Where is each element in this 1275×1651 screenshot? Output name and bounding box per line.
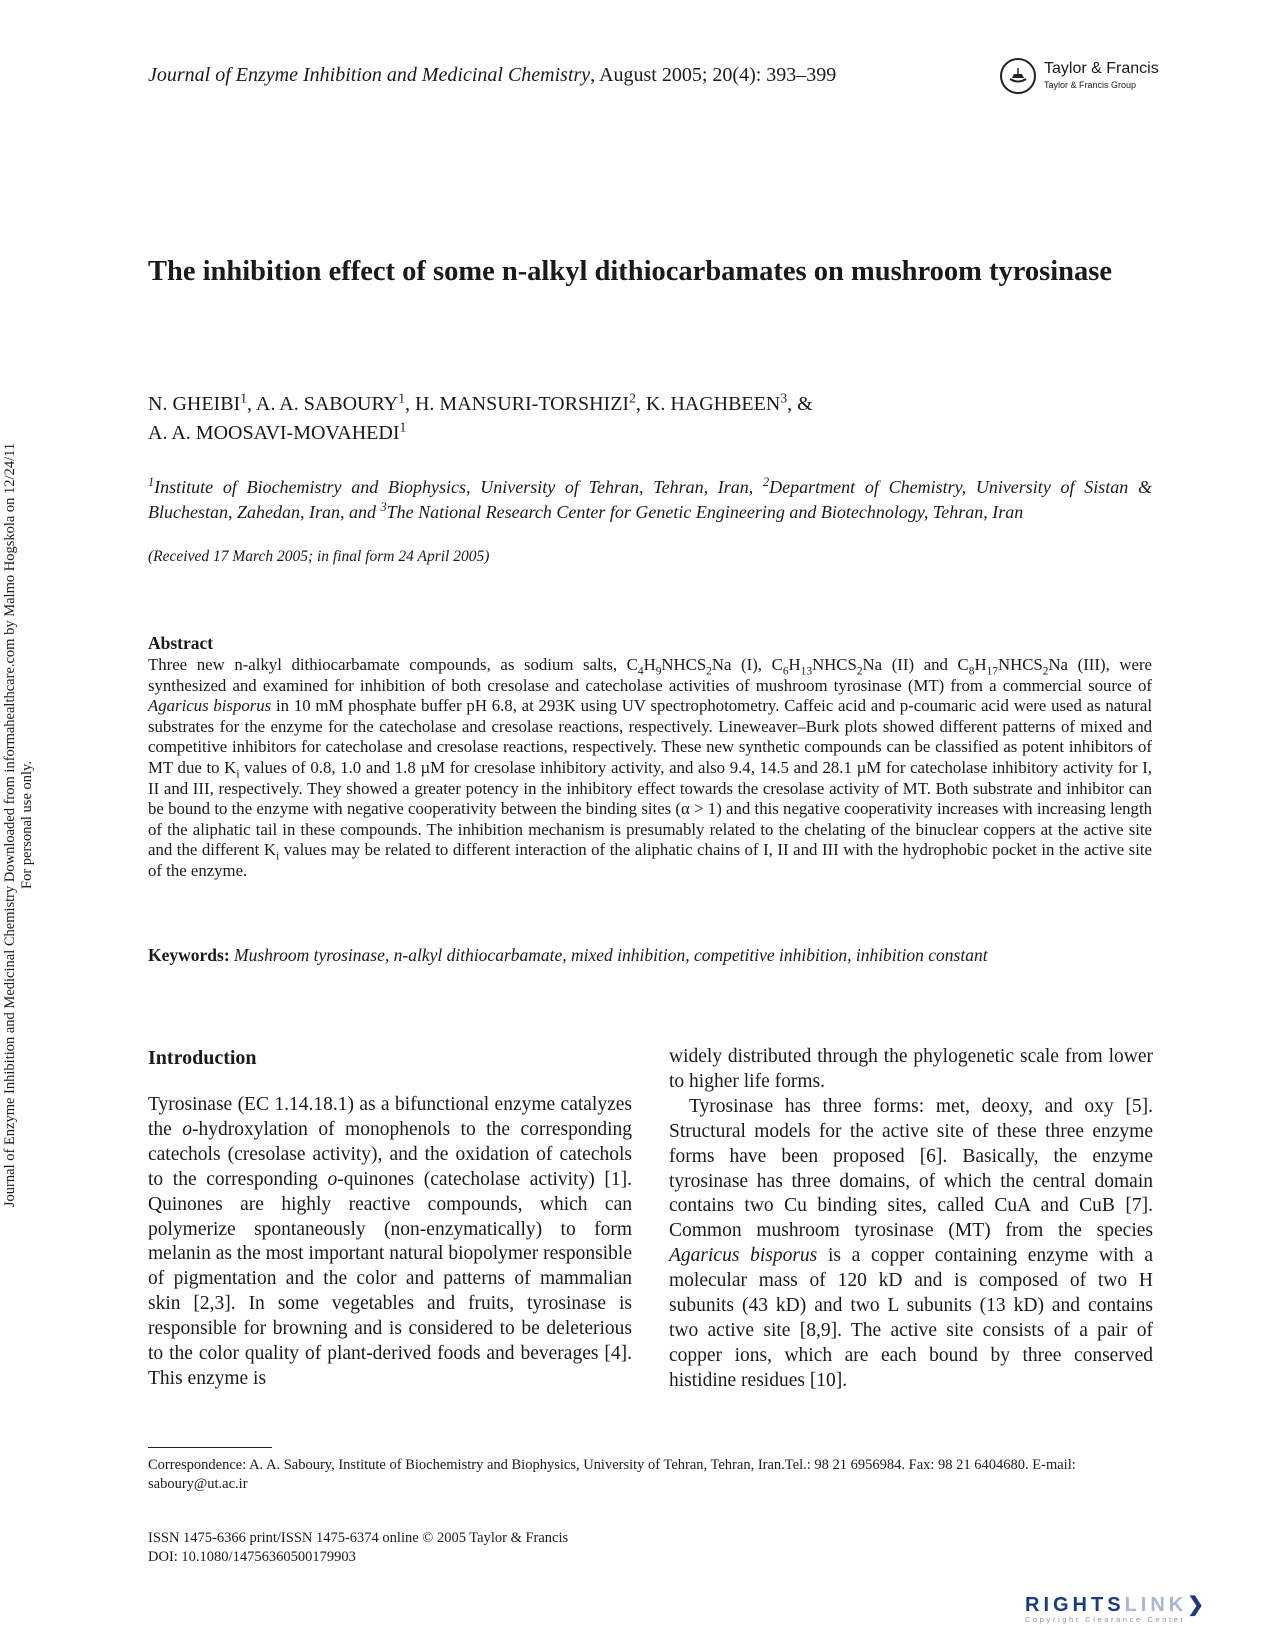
- issn: ISSN 1475-6366 print/ISSN 1475-6374 online © 2005 Taylor & Francis: [148, 1530, 569, 1546]
- received-dates: (Received 17 March 2005; in final form 24 April 2005): [148, 548, 490, 565]
- abstract-heading: Abstract: [148, 633, 214, 653]
- issn-doi: [148, 1529, 568, 1567]
- publisher-emblem-icon: [1000, 58, 1036, 94]
- article-title: The inhibition effect of some n-alkyl dithiocarbamates on mushroom tyrosinase: [148, 256, 1113, 287]
- keywords: [148, 945, 1152, 966]
- paragraph: widely distributed through the phylogenetic scale from lower to higher life forms.: [669, 1046, 1153, 1092]
- keywords-list: Mushroom tyrosinase, n-alkyl dithiocarbamate, mixed inhibition, competitive inhibition, inhibition constant: [234, 945, 988, 965]
- author-list: N. GHEIBI$^1$, A. A. SABOURY$^1$, H. MANSURI-TORSHIZI$^2$, K. HAGHBEEN$^3$, & A. A. MOOSAVI-MOVAHEDI$^1$: [148, 390, 813, 444]
- correspondence-note: Correspondence: A. A. Saboury, Institute of Biochemistry and Biophysics, University of Tehran, Tehran, Iran.Tel.: 98 21 6956984. Fax: 98 21 6404680. E-mail: saboury@ut.ac.ir: [148, 1457, 1076, 1492]
- author: A. A. MOOSAVI-MOVAHEDI$^1$: [148, 419, 407, 444]
- journal-issue: , August 2005; 20(4): 393–399: [590, 64, 837, 86]
- journal-name: Journal of Enzyme Inhibition and Medicinal Chemistry: [148, 64, 591, 86]
- footnote-divider: [148, 1447, 272, 1448]
- paragraph: Tyrosinase has three forms: met, deoxy, and oxy [5]. Structural models for the active site of these three enzyme forms have been proposed [6]. Basically, the enzyme tyrosinase has three domains, of which the central domain contains two Cu binding sites, called CuA and CuB [7]. Common mushroom tyrosinase (MT) from the species Agaricus bisporus is a copper containing enzyme with a molecular mass of 120 kD and is composed of two H subunits (43 kD) and two L subunits (13 kD) and contains two active site [8,9]. The active site consists of a pair of copper ions, which are each bound by three conserved histidine residues [10].: [669, 1095, 1153, 1391]
- publisher-group: Taylor & Francis Group: [1044, 80, 1137, 90]
- watermark-line-2: For personal use only.: [19, 761, 35, 889]
- author: N. GHEIBI$^1$: [148, 390, 248, 415]
- publisher-logo: [1000, 58, 1170, 98]
- rightslink-arrow-icon: ❯: [1187, 1594, 1204, 1616]
- section-heading-introduction: Introduction: [148, 1047, 257, 1069]
- rightslink-wordmark: RIGHTSLINK❯: [1025, 1594, 1204, 1616]
- rightslink-badge[interactable]: [1025, 1592, 1255, 1628]
- body-column-right: [669, 1045, 1153, 1394]
- affiliations: $^1$Institute of Biochemistry and Biophysics, University of Tehran, Tehran, Iran, $^2$Department of Chemistry, University of Sistan & Bluchestan, Zahedan, Iran, and $^3$The National Research Center for Genetic Engineering and Biotechnology, Tehran, Iran: [148, 475, 1152, 522]
- keywords-label: Keywords:: [148, 945, 230, 965]
- download-watermark: [2, 390, 60, 1260]
- body-column-left: Tyrosinase (EC 1.14.18.1) as a bifunctional enzyme catalyzes the o-hydroxylation of monophenols to the corresponding catechols (cresolase activity), and the oxidation of catechols to the corresponding o-quinones (catecholase activity) [1]. Quinones are highly reactive compounds, which can polymerize spontaneously (non-enzymatically) to form melanin as the most important natural biopolymer responsible of pigmentation and the color and patterns of mammalian skin [2,3]. In some vegetables and fruits, tyrosinase is responsible for browning and is considered to be deleterious to the color quality of plant-derived foods and beverages [4]. This enzyme is: [148, 1094, 633, 1389]
- rightslink-tagline: Copyright Clearance Center: [1025, 1615, 1186, 1624]
- journal-citation: [148, 64, 836, 87]
- doi: DOI: 10.1080/14756360500179903: [148, 1549, 356, 1565]
- abstract-text: Three new n-alkyl dithiocarbamate compounds, as sodium salts, $C_4H_9NHCS_2Na$ (I), $C_6H_{13}NHCS_2Na$ (II) and $C_8H_{17}NHCS_2Na$ (III), were synthesized and examined for inhibition of both cresolase and catecholase activities of mushroom tyrosinase (MT) from a commercial source of Agaricus bisporus in 10 mM phosphate buffer pH 6.8, at 293K using UV spectrophotometry. Caffeic acid and p-coumaric acid were used as natural substrates for the enzyme for the catecholase and cresolase reactions, respectively. Lineweaver–Burk plots showed different patterns of mixed and competitive inhibitors for catecholase and cresolase reactions, respectively. These new synthetic compounds can be classified as potent inhibitors of MT due to $K_i$ values of 0.8, 1.0 and 1.8 µM for cresolase inhibitory activity, and also 9.4, 14.5 and 28.1 µM for catecholase inhibitory activity for I, II and III, respectively. They showed a greater potency in the inhibitory effect towards the cresolase activity of MT. Both substrate and inhibitor can be bound to the enzyme with negative cooperativity between the binding sites (α > 1) and this negative cooperativity increases with increasing length of the aliphatic tail in these compounds. The inhibition mechanism is presumably related to the chelating of the binuclear coppers at the active site and the different $K_i$ values may be related to different interaction of the aliphatic chains of I, II and III with the hydrophobic pocket in the active site of the enzyme.: [148, 655, 1152, 880]
- author: A. A. SABOURY$^1$: [255, 390, 405, 415]
- publisher-name: Taylor & Francis: [1044, 60, 1159, 77]
- watermark-line-1: Journal of Enzyme Inhibition and Medicinal Chemistry Downloaded from informahealthcare.com by Malmo Hogskola on 12/24/11: [2, 442, 18, 1208]
- author: K. HAGHBEEN$^3$: [645, 390, 788, 415]
- author: H. MANSURI-TORSHIZI$^2$: [414, 390, 636, 415]
